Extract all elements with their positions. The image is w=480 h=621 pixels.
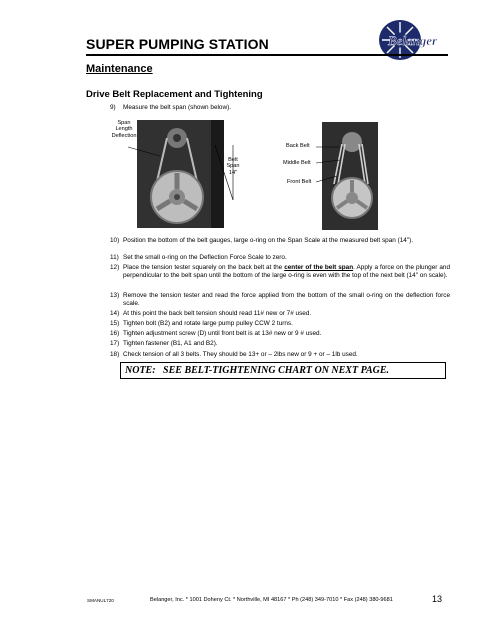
step-11 — [110, 254, 450, 262]
step-15 — [110, 320, 450, 328]
step-14 — [110, 310, 450, 318]
step-18 — [110, 351, 450, 359]
step-number: 13) — [110, 292, 120, 299]
back-belt-label: Back Belt — [286, 143, 310, 149]
footer-document-code: SMANUL720 — [87, 598, 114, 603]
step-text: Position the bottom of the belt gauges, large o-ring on the Span Scale at the measured belt span (14"). — [123, 237, 414, 244]
footer-address: Belanger, Inc. * 1001 Doheny Ct. * Northville, MI 48167 * Ph (248) 349-7010 * Fax (248) 380-9681 — [150, 597, 393, 603]
step-number: 14) — [110, 310, 120, 317]
note-box — [120, 362, 446, 379]
step-number: 9) — [110, 104, 116, 111]
step-number: 12) — [110, 264, 120, 271]
step-number: 17) — [110, 340, 120, 347]
step-number: 10) — [110, 237, 120, 244]
step-emphasis: center of the belt span — [284, 264, 354, 271]
step-number: 18) — [110, 351, 120, 358]
middle-belt-label: Middle Belt — [283, 160, 311, 166]
step-10 — [110, 237, 450, 253]
page-number: 13 — [432, 594, 443, 604]
step-text: Measure the belt span (shown below). — [123, 104, 231, 111]
step-text: Place the tension tester squarely on the back belt at the center of the belt span. Apply a force on the plunger and perpendicular to the belt span until the bottom of the large o-ring is even with the top of the next belt (14" on scale). — [123, 264, 450, 279]
step-13 — [110, 292, 450, 308]
span-length-deflection-label: Span Length Deflection — [111, 120, 137, 139]
subheading: Drive Belt Replacement and Tightening — [86, 89, 263, 100]
step-text: Tighten fastener (B1, A1 and B2). — [123, 340, 218, 347]
step-text: At this point the back belt tension should read 11# new or 7# used. — [123, 310, 312, 317]
step-text: Remove the tension tester and read the force applied from the bottom of the small o-ring on the deflection force scale. — [123, 292, 450, 307]
step-number: 15) — [110, 320, 120, 327]
step-12 — [110, 264, 450, 288]
step-text: Tighten adjustment screw (D) until front belt is at 13# new or 9 # used. — [123, 330, 322, 337]
page-title: SUPER PUMPING STATION — [86, 36, 269, 52]
step-text: Tighten bolt (B2) and rotate large pump pulley CCW 2 turns. — [123, 320, 293, 327]
front-belt-label: Front Belt — [287, 179, 312, 185]
belt-span-label: Belt Span 14" — [226, 157, 240, 176]
step-number: 16) — [110, 330, 120, 337]
logo-wordmark: Belanger — [388, 33, 438, 48]
step-text: Set the small o-ring on the Deflection Force Scale to zero. — [123, 254, 287, 261]
step-number: 11) — [110, 254, 119, 261]
step-text: Check tension of all 3 belts. They should be 13+ or – 2lbs new or 9 + or – 1lb used. — [123, 351, 358, 358]
step-16 — [110, 330, 450, 338]
section-heading: Maintenance — [86, 63, 153, 75]
note-text: NOTE: SEE BELT-TIGHTENING CHART ON NEXT PAGE. — [125, 365, 390, 376]
step-17 — [110, 340, 450, 348]
